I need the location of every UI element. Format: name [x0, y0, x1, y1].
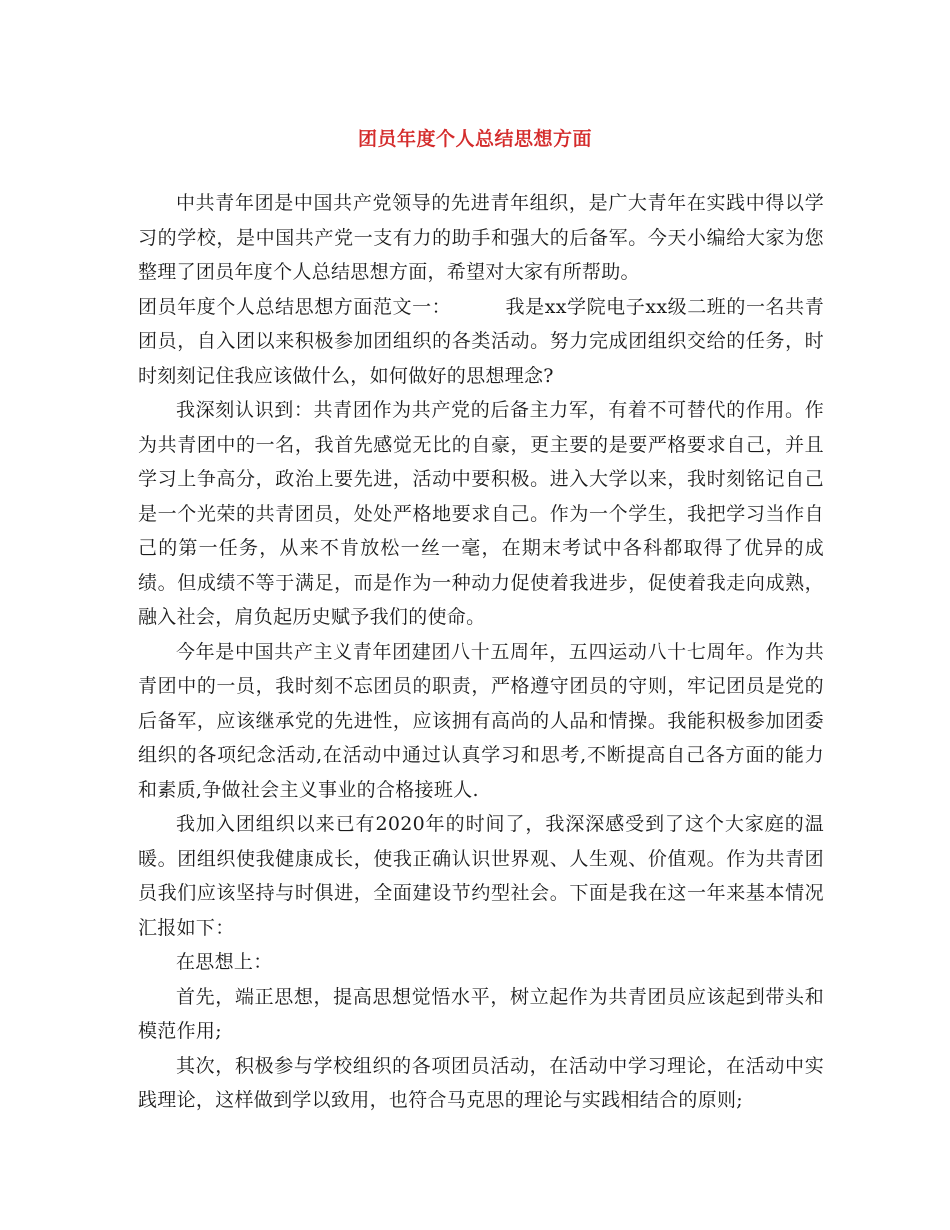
body-paragraph-5: 首先，端正思想，提高思想觉悟水平，树立起作为共青团员应该起到带头和模范作用;: [138, 985, 824, 1042]
sample-paragraph: [138, 290, 824, 394]
body-paragraph-4: 在思想上：: [176, 951, 273, 973]
sample-first-text: 我是xx学院电子xx级二班的一名共青团员，自入团以来积极参加团组织的各类活动。努力完成团组织交给的任务，时时刻刻记住我应该做什么，如何做好的思想理念?: [138, 295, 824, 387]
body-paragraph-3: 我加入团组织以来已有2020年的时间了，我深深感受到了这个大家庭的温暖。团组织使我健康成长，使我正确认识世界观、人生观、价值观。作为共青团员我们应该坚持与时俱进，全面建设节约型社会。下面是我在这一年来基本情况汇报如下：: [138, 813, 824, 939]
body-paragraph-1: 我深刻认识到：共青团作为共产党的后备主力军，有着不可替代的作用。作为共青团中的一名，我首先感觉无比的自豪，更主要的是要严格要求自己，并且学习上争高分，政治上要先进，活动中要积极。进入大学以来，我时刻铭记自己是一个光荣的共青团员，处处严格地要求自己。作为一个学生，我把学习当作自己的第一任务，从来不肯放松一丝一毫，在期末考试中各科都取得了优异的成绩。但成绩不等于满足，而是作为一种动力促使着我进步，促使着我走向成熟，融入社会，肩负起历史赋予我们的使命。: [138, 399, 824, 628]
body-paragraph-2: 今年是中国共产主义青年团建团八十五周年，五四运动八十七周年。作为共青团中的一员，我时刻不忘团员的职责，严格遵守团员的守则，牢记团员是党的后备军，应该继承党的先进性，应该拥有高尚的人品和情操。我能积极参加团委组织的各项纪念活动,在活动中通过认真学习和思考,不断提高自己各方面的能力和素质,争做社会主义事业的合格接班人.: [138, 640, 824, 801]
intro-paragraph: 中共青年团是中国共产党领导的先进青年组织，是广大青年在实践中得以学习的学校，是中国共产党一支有力的助手和强大的后备军。今天小编给大家为您整理了团员年度个人总结思想方面，希望对大家有所帮助。: [138, 192, 824, 283]
document-body: [138, 186, 824, 1118]
sample-heading: 团员年度个人总结思想方面范文一：: [138, 295, 452, 318]
document-title: 团员年度个人总结思想方面: [357, 128, 592, 150]
body-paragraph-6: 其次，积极参与学校组织的各项团员活动，在活动中学习理论，在活动中实践理论，这样做到学以致用，也符合马克思的理论与实践相结合的原则;: [138, 1054, 824, 1111]
